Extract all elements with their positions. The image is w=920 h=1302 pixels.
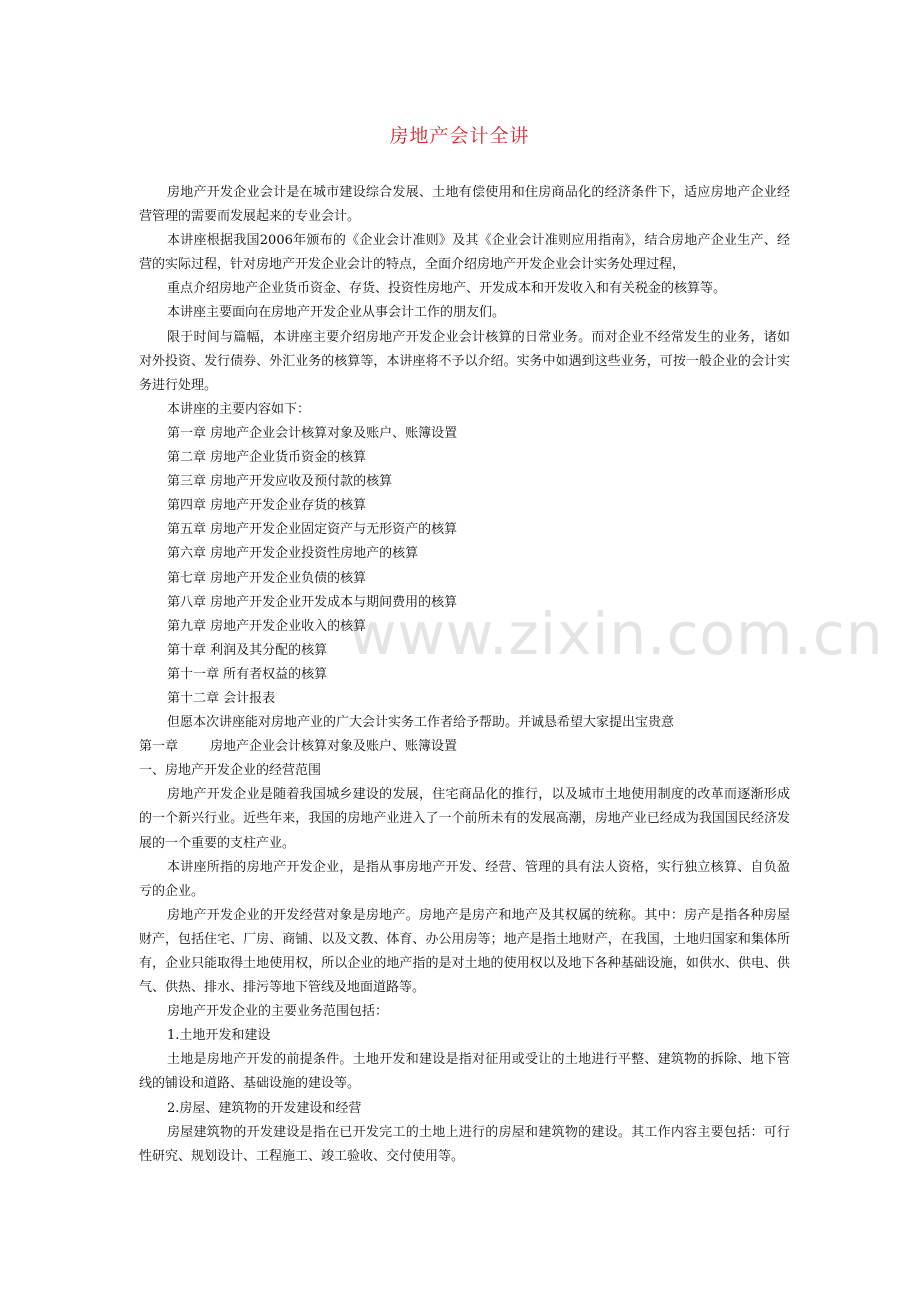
paragraph: 本讲座的主要内容如下： (167, 401, 311, 417)
paragraph: 第一章 房地产企业会计核算对象及账户、账簿设置 (167, 425, 458, 441)
chapter-heading (139, 735, 790, 759)
paragraph: 第九章 房地产开发企业收入的核算 (167, 618, 367, 634)
paragraph: 房地产开发企业的主要业务范围包括： (167, 1004, 389, 1020)
document-page (139, 0, 790, 1302)
paragraph: 2.房屋、建筑物的开发建设和经营 (167, 1100, 362, 1116)
paragraph: 第十一章 所有者权益的核算 (167, 666, 328, 682)
chapter-label: 第一章 (139, 739, 179, 755)
paragraph: 重点介绍房地产企业货币资金、存货、投资性房地产、开发成本和开发收入和有关税金的核算等。 (167, 281, 727, 297)
paragraph: 本讲座主要面向在房地产开发企业从事会计工作的朋友们。 (167, 305, 506, 321)
paragraph: 第五章 房地产开发企业固定资产与无形资产的核算 (167, 522, 458, 538)
paragraph: 房地产开发企业的开发经营对象是房地产。房地产是房产和地产及其权属的统称。其中：房产是指各种房屋财产，包括住宅、厂房、商铺、以及文教、体育、办公用房等；地产是指土地财产，在我国，土地归国家和集体所有，企业只能取得土地使用权，所以企业的地产指的是对土地的使用权以及地下各种基础设施，如供水、供电、供气、供热、排水、排污等地下管线及地面道路等。 (139, 907, 790, 996)
paragraph: 第十二章 会计报表 (167, 690, 276, 706)
chapter-one-section (139, 759, 790, 1169)
paragraph: 第十章 利润及其分配的核算 (167, 642, 328, 658)
paragraph: 房地产开发企业会计是在城市建设综合发展、土地有偿使用和住房商品化的经济条件下，适应房地产企业经营管理的需要而发展起来的专业会计。 (139, 185, 790, 225)
paragraph: 第三章 房地产开发应收及预付款的核算 (167, 474, 393, 490)
intro-section (139, 181, 790, 735)
paragraph: 房屋建筑物的开发建设是指在已开发完工的土地上进行的房屋和建筑物的建设。其工作内容主要包括：可行性研究、规划设计、工程施工、竣工验收、交付使用等。 (139, 1124, 790, 1164)
paragraph: 一、房地产开发企业的经营范围 (139, 763, 322, 779)
paragraph: 本讲座根据我国2006年颁布的《企业会计准则》及其《企业会计准则应用指南》，结合房地产企业生产、经营的实际过程，针对房地产开发企业会计的特点，全面介绍房地产开发企业会计实务处理过程， (139, 233, 790, 273)
paragraph: 房地产开发企业是随着我国城乡建设的发展，住宅商品化的推行，以及城市土地使用制度的改革而逐渐形成的一个新兴行业。近些年来，我国的房地产业进入了一个前所未有的发展高潮，房地产业已经成为我国国民经济发展的一个重要的支柱产业。 (139, 787, 790, 851)
paragraph: 土地是房地产开发的前提条件。土地开发和建设是指对征用或受让的土地进行平整、建筑物的拆除、地下管线的铺设和道路、基础设施的建设等。 (139, 1052, 790, 1092)
paragraph: 1.土地开发和建设 (167, 1028, 271, 1044)
chapter-title: 房地产企业会计核算对象及账户、账簿设置 (210, 739, 458, 755)
paragraph: 第八章 房地产开发企业开发成本与期间费用的核算 (167, 594, 458, 610)
paragraph: 第四章 房地产开发企业存货的核算 (167, 498, 367, 514)
watermark-text: www.zixin.com.cn (349, 600, 884, 668)
document-body (139, 181, 790, 1169)
paragraph: 本讲座所指的房地产开发企业，是指从事房地产开发、经营、管理的具有法人资格，实行独立核算、自负盈亏的企业。 (139, 859, 790, 899)
paragraph: 第六章 房地产开发企业投资性房地产的核算 (167, 546, 419, 562)
document-title: 房地产会计全讲 (389, 125, 530, 147)
paragraph: 限于时间与篇幅，本讲座主要介绍房地产开发企业会计核算的日常业务。而对企业不经常发生的业务，诸如对外投资、发行债券、外汇业务的核算等，本讲座将不予以介绍。实务中如遇到这些业务，可按一般企业的会计实务进行处理。 (139, 329, 790, 393)
paragraph: 第二章 房地产企业货币资金的核算 (167, 450, 367, 466)
paragraph: 但愿本次讲座能对房地产业的广大会计实务工作者给予帮助。并诚恳希望大家提出宝贵意 (167, 715, 675, 731)
paragraph: 第七章 房地产开发企业负债的核算 (167, 570, 367, 586)
